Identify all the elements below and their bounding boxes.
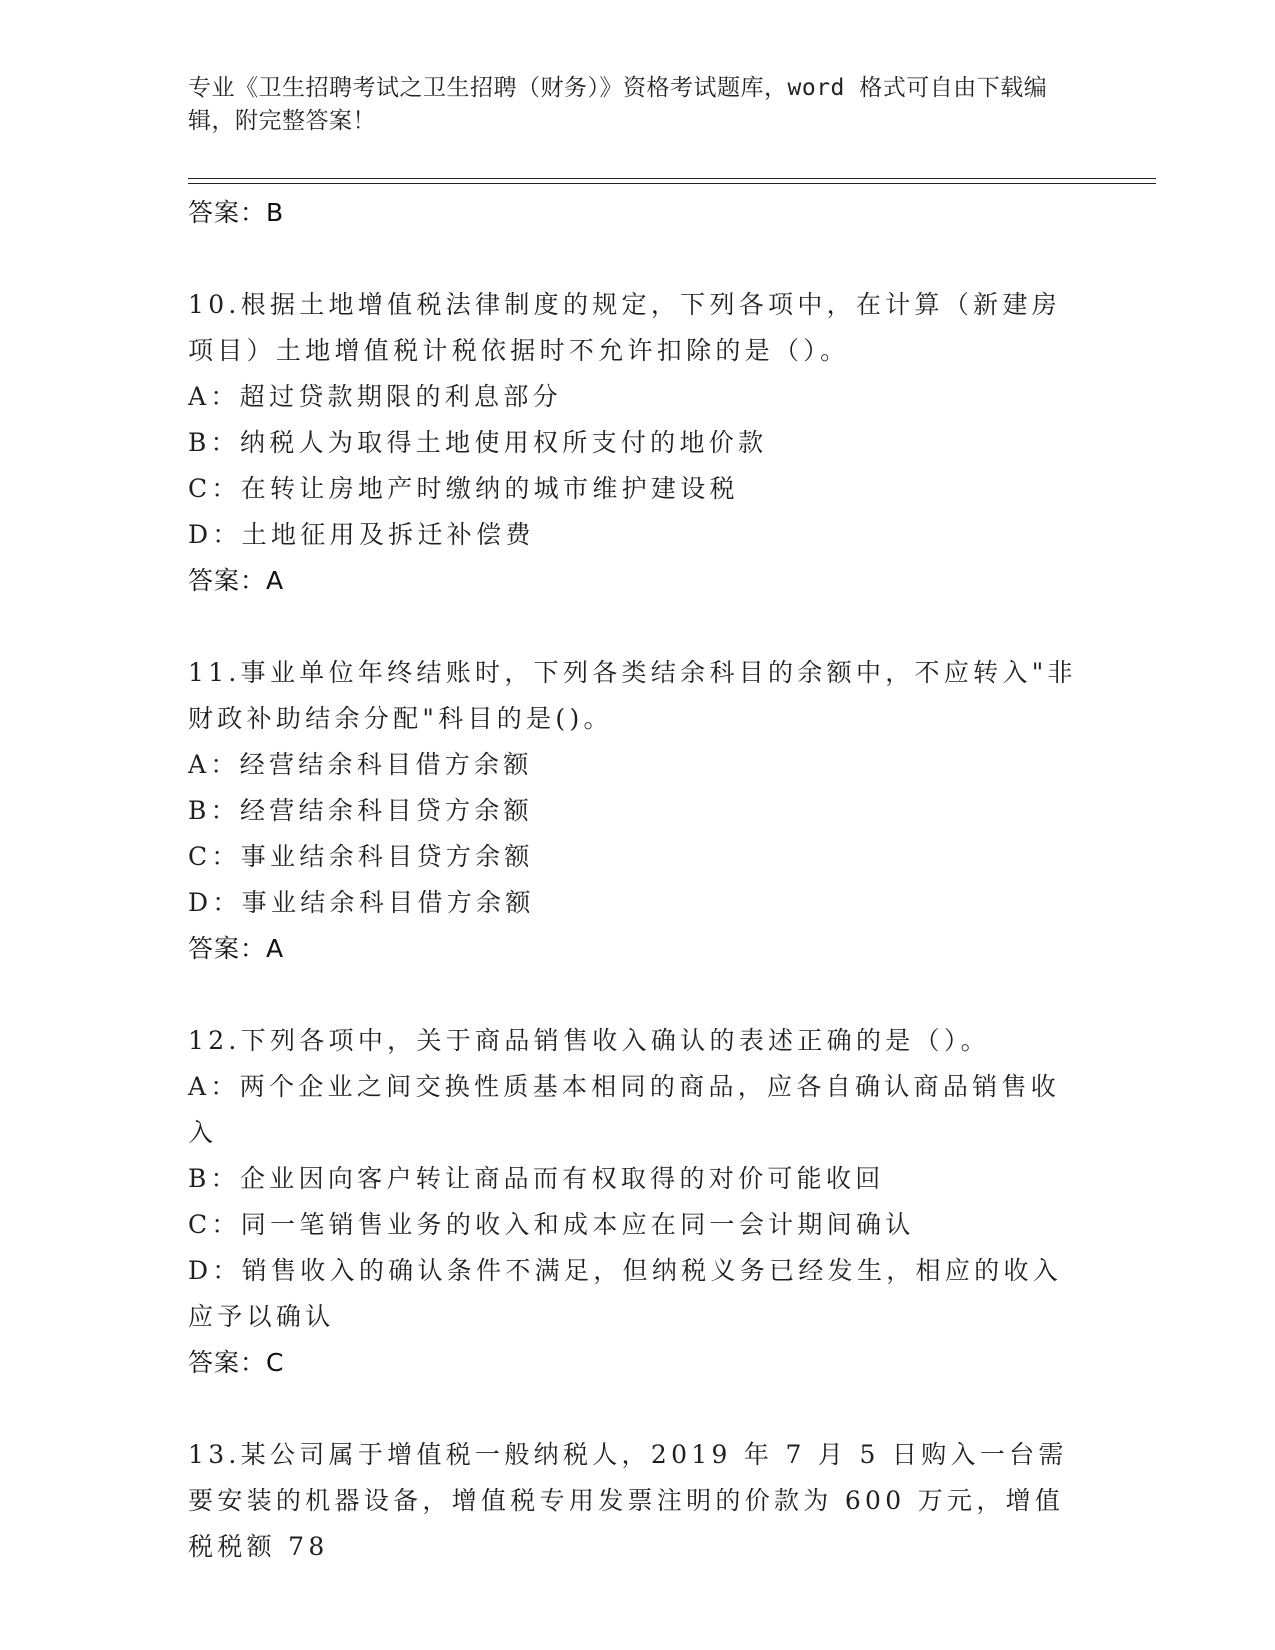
option-a: A：经营结余科目借方余额 — [188, 750, 533, 779]
spacer — [188, 604, 1088, 650]
answer-line: 答案：A — [188, 566, 285, 595]
option-a: A：超过贷款期限的利息部分 — [188, 382, 562, 411]
option-b: B：纳税人为取得土地使用权所支付的地价款 — [188, 428, 768, 457]
option-d: D：销售收入的确认条件不满足，但纳税义务已经发生，相应的收入应予以确认 — [188, 1256, 1063, 1331]
option-c: C：事业结余科目贷方余额 — [188, 842, 534, 871]
question-block — [188, 650, 1088, 972]
option-c: C：在转让房地产时缴纳的城市维护建设税 — [188, 474, 739, 503]
answer-line: 答案：A — [188, 934, 285, 963]
answer-line: 答案：B — [188, 198, 285, 227]
question-stem: 11.事业单位年终结账时，下列各类结余科目的余额中，不应转入"非财政补助结余分配"科目的是()。 — [188, 658, 1077, 733]
question-block — [188, 1018, 1088, 1386]
option-c: C：同一笔销售业务的收入和成本应在同一会计期间确认 — [188, 1210, 915, 1239]
spacer — [188, 972, 1088, 1018]
question-stem: 12.下列各项中，关于商品销售收入确认的表述正确的是（）。 — [188, 1026, 990, 1055]
option-b: B：经营结余科目贷方余额 — [188, 796, 533, 825]
header-rule-bottom — [188, 183, 1156, 184]
answer-line: 答案：C — [188, 1348, 285, 1377]
question-block — [188, 1432, 1088, 1570]
option-d: D：土地征用及拆迁补偿费 — [188, 520, 535, 549]
header-rule-top — [188, 178, 1156, 179]
option-d: D：事业结余科目借方余额 — [188, 888, 535, 917]
question-block — [188, 282, 1088, 604]
option-b: B：企业因向客户转让商品而有权取得的对价可能收回 — [188, 1164, 885, 1193]
question-list — [188, 190, 1088, 1570]
option-a: A：两个企业之间交换性质基本相同的商品，应各自确认商品销售收入 — [188, 1072, 1061, 1147]
spacer — [188, 236, 1088, 282]
question-stem: 13.某公司属于增值税一般纳税人，2019 年 7 月 5 日购入一台需要安装的机器设备，增值税专用发票注明的价款为 600 万元，增值税税额 78 — [188, 1440, 1068, 1561]
spacer — [188, 1386, 1088, 1432]
document-header: 专业《卫生招聘考试之卫生招聘（财务）》资格考试题库，word 格式可自由下载编辑，附完整答案！ — [188, 75, 1048, 134]
question-stem: 10.根据土地增值税法律制度的规定，下列各项中，在计算（新建房项目）土地增值税计税依据时不允许扣除的是（）。 — [188, 290, 1062, 365]
